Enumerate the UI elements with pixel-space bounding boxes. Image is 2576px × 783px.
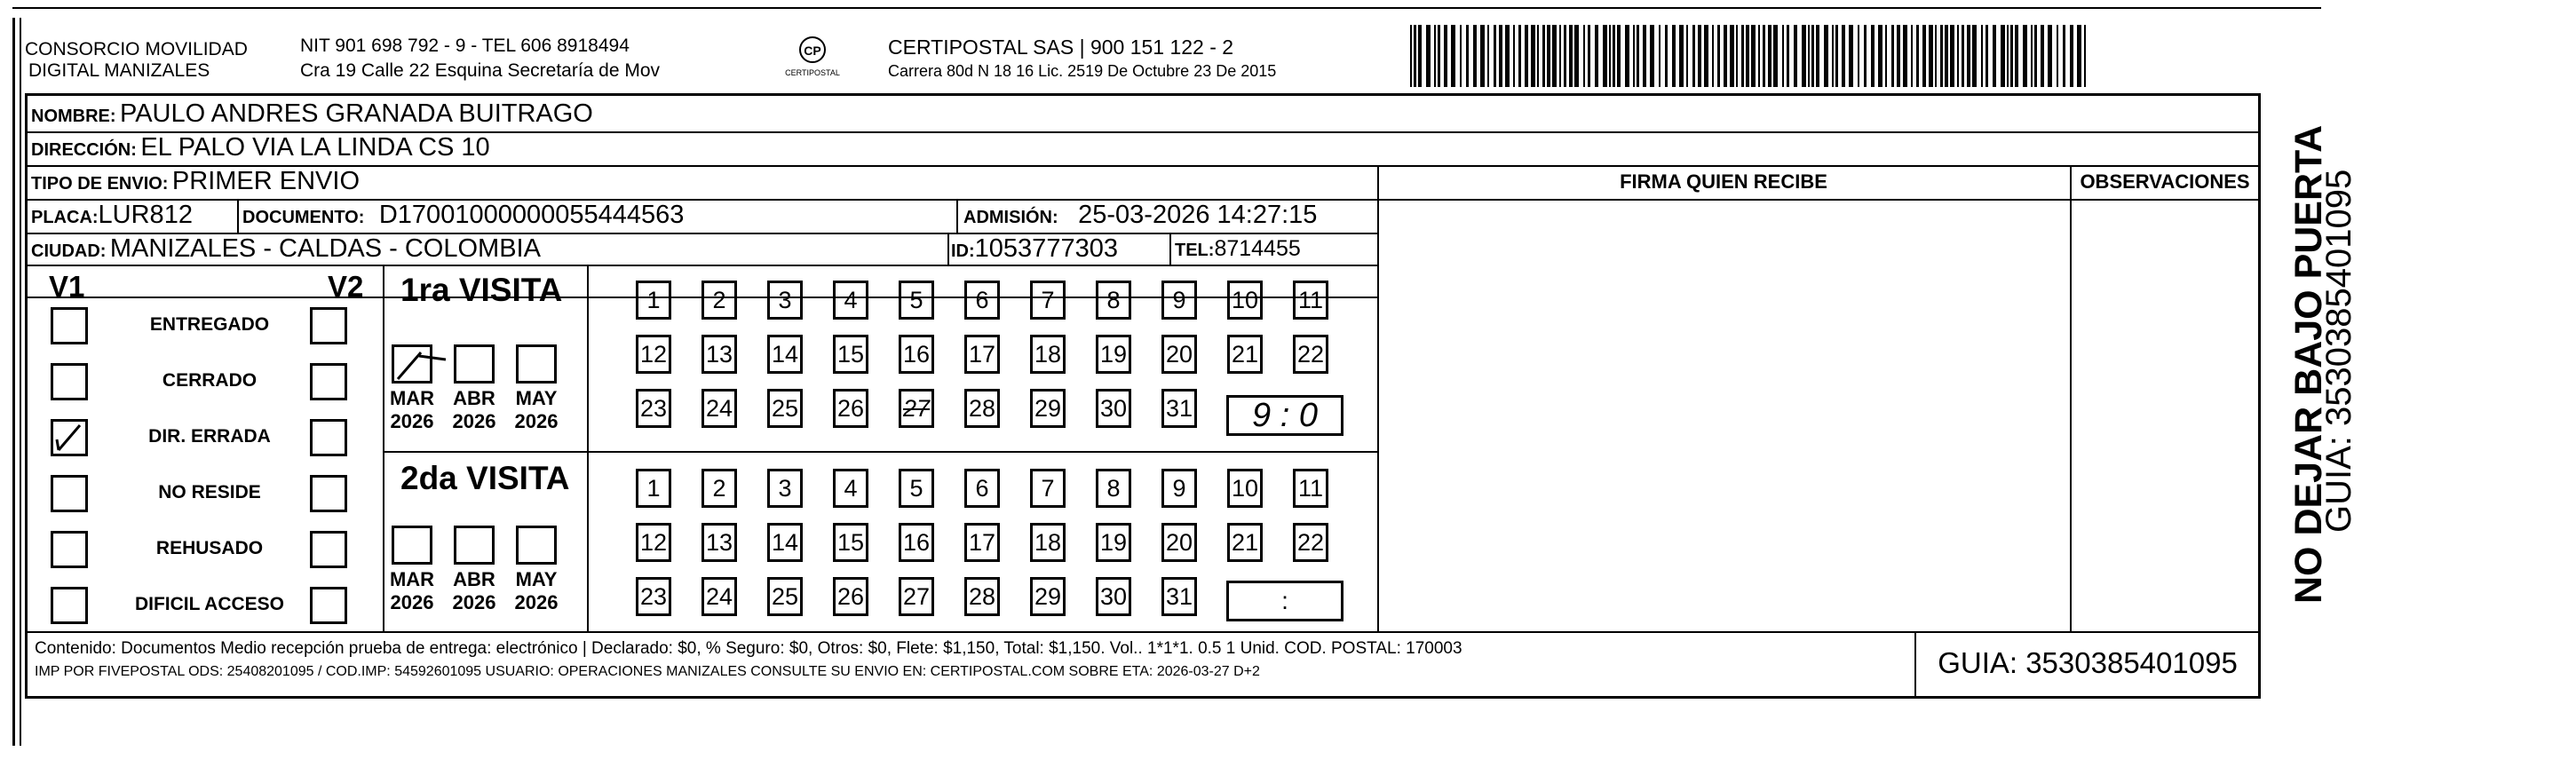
- barcode-bar: [1633, 25, 1635, 87]
- id-cell: [951, 234, 1118, 264]
- day-box[interactable]: 23: [636, 389, 671, 428]
- first-visit-time: 9 : 0: [1252, 397, 1318, 434]
- barcode-bar: [1426, 25, 1431, 87]
- barcode-bar: [1736, 25, 1738, 87]
- admision-cell: [963, 201, 1317, 230]
- day-box[interactable]: 11: [1293, 469, 1328, 508]
- barcode-bar: [1773, 25, 1778, 87]
- tel-cell: [1175, 236, 1301, 262]
- documento-label: DOCUMENTO:: [242, 208, 365, 227]
- barcode-bar: [1414, 25, 1416, 87]
- barcode-bar: [1466, 25, 1469, 87]
- day-box[interactable]: 4: [833, 281, 868, 320]
- barcode-bar: [1679, 25, 1684, 87]
- day-box[interactable]: 8: [1096, 469, 1131, 508]
- month-checkbox[interactable]: [454, 526, 495, 565]
- barcode-bar: [1531, 25, 1535, 87]
- barcode-bar: [1897, 25, 1900, 87]
- direccion-value: EL PALO VIA LA LINDA CS 10: [140, 133, 490, 162]
- barcode-bar: [2041, 25, 2044, 87]
- tel-value: 8714455: [1214, 236, 1301, 261]
- carrier-license: Carrera 80d N 18 16 Lic. 2519 De Octubre 23 De 2015: [888, 62, 1277, 80]
- barcode-bar: [2057, 25, 2058, 87]
- month-name: MAR: [389, 387, 435, 409]
- day-box[interactable]: 12: [636, 335, 671, 374]
- status-label: ENTREGADO: [149, 314, 270, 335]
- divider: [947, 233, 949, 265]
- day-box[interactable]: 25: [767, 389, 803, 428]
- day-box[interactable]: 27: [899, 577, 934, 616]
- company-name-line2: DIGITAL MANIZALES: [28, 60, 210, 81]
- day-box[interactable]: 19: [1096, 523, 1131, 562]
- observaciones-header: OBSERVACIONES: [2080, 170, 2250, 193]
- divider: [28, 631, 2258, 633]
- day-box[interactable]: 26: [833, 389, 868, 428]
- tipo-value: PRIMER ENVIO: [171, 167, 361, 195]
- day-box[interactable]: 22: [1293, 335, 1328, 374]
- nombre-row: [31, 99, 593, 129]
- barcode-bar: [1751, 25, 1756, 87]
- barcode-bar: [1832, 25, 1834, 87]
- month-name: ABR: [453, 387, 495, 409]
- barcode-bar: [1712, 25, 1714, 87]
- barcode-bar: [1564, 25, 1566, 87]
- delivery-form: [25, 93, 2261, 699]
- barcode-bar: [1552, 25, 1557, 87]
- day-box[interactable]: 2: [701, 281, 737, 320]
- day-box[interactable]: 13: [701, 335, 737, 374]
- no-dejar-bajo-puerta: NO DEJAR BAJO PUERTA: [2287, 124, 2330, 604]
- v2-checkbox[interactable]: [310, 363, 347, 400]
- barcode-bar: [1782, 25, 1784, 87]
- barcode-bar: [1625, 25, 1629, 87]
- ciudad-value: MANIZALES - CALDAS - COLOMBIA: [109, 234, 541, 263]
- check-mark-icon: [53, 422, 85, 454]
- day-box[interactable]: 14: [767, 523, 803, 562]
- day-box[interactable]: 22: [1293, 523, 1328, 562]
- month-label: [385, 387, 439, 433]
- barcode-bar: [1940, 25, 1943, 87]
- day-box[interactable]: 24: [701, 577, 737, 616]
- day-box[interactable]: 24: [701, 389, 737, 428]
- barcode-bar: [2001, 25, 2005, 87]
- month-label: [448, 387, 501, 433]
- barcode-bar: [1986, 25, 1988, 87]
- barcode-bar: [1650, 25, 1654, 87]
- side-guia: GUIA: 3530385401095: [2319, 169, 2358, 533]
- carrier-name: CERTIPOSTAL SAS | 900 151 122 - 2: [888, 36, 1234, 59]
- day-box[interactable]: 31: [1161, 577, 1197, 616]
- day-box[interactable]: 7: [1030, 469, 1066, 508]
- left-edge-line-2: [20, 18, 21, 746]
- day-box[interactable]: 20: [1161, 523, 1197, 562]
- month-name: MAR: [389, 568, 435, 590]
- barcode-bar: [1929, 25, 1933, 87]
- day-box[interactable]: 30: [1096, 389, 1131, 428]
- month-label: [510, 568, 563, 614]
- day-box[interactable]: 6: [964, 469, 1000, 508]
- day-box[interactable]: 13: [701, 523, 737, 562]
- barcode-bar: [1885, 25, 1887, 87]
- day-box[interactable]: 6: [964, 281, 1000, 320]
- status-label: DIFICIL ACCESO: [134, 594, 284, 614]
- month-checkbox[interactable]: [392, 344, 432, 384]
- barcode-bar: [2015, 25, 2018, 87]
- direccion-label: DIRECCIÓN:: [31, 140, 137, 160]
- status-label: CERRADO: [162, 370, 258, 391]
- barcode-bar: [1487, 25, 1489, 87]
- barcode-bar: [1603, 25, 1607, 87]
- barcode-bar: [2010, 25, 2013, 87]
- tipo-row: [31, 167, 360, 196]
- barcode-bar: [1547, 25, 1550, 87]
- barcode-bar: [1763, 25, 1765, 87]
- barcode-bar: [2023, 25, 2027, 87]
- barcode-bar: [1824, 25, 1828, 87]
- barcode-bar: [1922, 25, 1926, 87]
- day-box[interactable]: 5: [899, 469, 934, 508]
- day-box[interactable]: 16: [899, 335, 934, 374]
- check-mark-icon: [394, 347, 448, 383]
- barcode-bar: [2077, 25, 2081, 87]
- day-box[interactable]: 1: [636, 469, 671, 508]
- barcode-bar: [1665, 25, 1668, 87]
- barcode-bar: [1758, 25, 1760, 87]
- barcode-bar: [1410, 25, 1412, 87]
- divider: [587, 265, 589, 631]
- day-box[interactable]: 17: [964, 523, 1000, 562]
- company-nit: NIT 901 698 792 - 9 - TEL 606 8918494: [300, 36, 630, 56]
- placa-value: LUR812: [98, 201, 193, 229]
- admision-value: 25-03-2026 14:27:15: [1078, 201, 1318, 229]
- barcode-bar: [1480, 25, 1485, 87]
- barcode-bar: [1434, 25, 1436, 87]
- v1-checkbox[interactable]: [51, 587, 88, 624]
- barcode-bar: [1559, 25, 1561, 87]
- day-box[interactable]: 21: [1227, 335, 1263, 374]
- placa-cell: [31, 201, 193, 230]
- documento-cell: [242, 201, 684, 230]
- barcode: [1410, 25, 2094, 87]
- day-box[interactable]: 10: [1227, 281, 1263, 320]
- month-checkbox[interactable]: [454, 344, 495, 384]
- barcode-bar: [1444, 25, 1447, 87]
- barcode-bar: [1724, 25, 1727, 87]
- divider: [956, 199, 958, 233]
- barcode-bar: [1659, 25, 1661, 87]
- barcode-bar: [1849, 25, 1853, 87]
- barcode-bar: [1842, 25, 1845, 87]
- barcode-bar: [1499, 25, 1502, 87]
- barcode-bar: [1609, 25, 1611, 87]
- barcode-bar: [1613, 25, 1615, 87]
- barcode-bar: [1537, 25, 1539, 87]
- barcode-bar: [2031, 25, 2033, 87]
- month-checkbox[interactable]: [516, 526, 557, 565]
- day-box[interactable]: 31: [1161, 389, 1197, 428]
- footer-contenido: Contenido: Documentos Medio recepción prueba de entrega: electrónico | Declarado: $0, % Seguro: $0, Otros: $0, Flete: $1,150, Total: $1,150. Vol.. 1*1*1. 0.5 1 Unid. COD. POSTAL: 170003: [35, 639, 1462, 658]
- barcode-bar: [1993, 25, 1996, 87]
- month-name: ABR: [453, 568, 495, 590]
- certipostal-logo: [777, 36, 848, 80]
- second-visit-time: :: [1281, 587, 1288, 614]
- day-box[interactable]: 2: [701, 469, 737, 508]
- day-box[interactable]: 15: [833, 523, 868, 562]
- day-box[interactable]: 14: [767, 335, 803, 374]
- barcode-bar: [1903, 25, 1907, 87]
- v1-checkbox[interactable]: [51, 419, 88, 456]
- barcode-bar: [1741, 25, 1744, 87]
- day-box[interactable]: 17: [964, 335, 1000, 374]
- logo-icon: [795, 36, 830, 64]
- divider: [1377, 165, 1379, 631]
- direccion-row: [31, 133, 490, 162]
- v1-checkbox[interactable]: [51, 531, 88, 568]
- barcode-bar: [1950, 25, 1954, 87]
- day-box[interactable]: 20: [1161, 335, 1197, 374]
- footer-guia: GUIA: 3530385401095: [1938, 646, 2238, 679]
- logo-text: CERTIPOSTAL: [785, 68, 840, 77]
- id-label: ID:: [951, 241, 975, 261]
- barcode-bar: [1878, 25, 1882, 87]
- day-box[interactable]: 18: [1030, 523, 1066, 562]
- day-box[interactable]: 3: [767, 469, 803, 508]
- v2-checkbox[interactable]: [310, 307, 347, 344]
- status-label: REHUSADO: [155, 538, 264, 558]
- v2-checkbox[interactable]: [310, 531, 347, 568]
- barcode-bar: [1972, 25, 1977, 87]
- first-visit-title: 1ra VISITA: [400, 272, 563, 308]
- barcode-bar: [1438, 25, 1440, 87]
- v1-header: V1: [49, 270, 85, 303]
- placa-label: PLACA:: [31, 208, 99, 227]
- barcode-bar: [1525, 25, 1528, 87]
- svg-text:CP: CP: [804, 44, 821, 58]
- first-visit-time-box[interactable]: [1226, 395, 1343, 436]
- day-box[interactable]: 28: [964, 389, 1000, 428]
- day-box[interactable]: 12: [636, 523, 671, 562]
- divider: [28, 165, 2258, 167]
- v2-header: V2: [328, 270, 364, 303]
- nombre-label: NOMBRE:: [31, 107, 116, 126]
- day-box[interactable]: 9: [1161, 281, 1197, 320]
- v1-checkbox[interactable]: [51, 307, 88, 344]
- barcode-bar: [1717, 25, 1720, 87]
- day-box[interactable]: 4: [833, 469, 868, 508]
- divider: [1169, 233, 1171, 265]
- barcode-bar: [1588, 25, 1590, 87]
- status-label: DIR. ERRADA: [148, 426, 271, 447]
- barcode-bar: [1891, 25, 1894, 87]
- month-checkbox[interactable]: [392, 526, 432, 565]
- day-box[interactable]: 29: [1030, 577, 1066, 616]
- day-box[interactable]: 10: [1227, 469, 1263, 508]
- barcode-bar: [1746, 25, 1749, 87]
- divider: [383, 265, 384, 631]
- documento-value: D17001000000055444563: [378, 201, 685, 229]
- barcode-bar: [1617, 25, 1621, 87]
- day-box[interactable]: 3: [767, 281, 803, 320]
- day-box[interactable]: 9: [1161, 469, 1197, 508]
- barcode-bar: [1494, 25, 1496, 87]
- barcode-bar: [1957, 25, 1959, 87]
- barcode-bar: [1808, 25, 1810, 87]
- barcode-bar: [1583, 25, 1585, 87]
- day-box[interactable]: 16: [899, 523, 934, 562]
- barcode-bar: [1704, 25, 1708, 87]
- barcode-bar: [1698, 25, 1701, 87]
- barcode-bar: [2070, 25, 2073, 87]
- id-value: 1053777303: [974, 234, 1118, 263]
- barcode-bar: [1418, 25, 1422, 87]
- barcode-bar: [1505, 25, 1510, 87]
- month-label: [510, 387, 563, 433]
- divider: [237, 199, 239, 233]
- barcode-bar: [1802, 25, 1806, 87]
- divider: [2070, 165, 2072, 631]
- barcode-bar: [1858, 25, 1859, 87]
- v1-checkbox[interactable]: [51, 475, 88, 512]
- barcode-bar: [2063, 25, 2065, 87]
- barcode-bar: [1864, 25, 1867, 87]
- day-box[interactable]: 1: [636, 281, 671, 320]
- day-box[interactable]: 29: [1030, 389, 1066, 428]
- v2-checkbox[interactable]: [310, 419, 347, 456]
- barcode-bar: [1911, 25, 1913, 87]
- barcode-bar: [1672, 25, 1676, 87]
- ciudad-label: CIUDAD:: [31, 241, 107, 261]
- day-box[interactable]: 7: [1030, 281, 1066, 320]
- day-box[interactable]: 11: [1293, 281, 1328, 320]
- day-box[interactable]: 5: [899, 281, 934, 320]
- barcode-bar: [1967, 25, 1970, 87]
- v2-checkbox[interactable]: [310, 587, 347, 624]
- footer-imp: IMP POR FIVEPOSTAL ODS: 25408201095 / COD.IMP: 54592601095 USUARIO: OPERACIONES MANIZALES CONSULTE SU ENVIO EN: CERTIPOSTAL.COM SOBRE ETA: 2026-03-27 D+2: [35, 664, 1260, 679]
- company-address: Cra 19 Calle 22 Esquina Secretaría de Mov: [300, 60, 661, 81]
- barcode-bar: [1962, 25, 1964, 87]
- divider: [1914, 631, 1916, 699]
- barcode-bar: [1811, 25, 1814, 87]
- barcode-bar: [1692, 25, 1695, 87]
- top-edge-line: [12, 7, 2321, 9]
- barcode-bar: [1569, 25, 1573, 87]
- barcode-bar: [1686, 25, 1688, 87]
- second-visit-title: 2da VISITA: [400, 460, 570, 496]
- nombre-value: PAULO ANDRES GRANADA BUITRAGO: [120, 99, 593, 128]
- month-year: 2026: [514, 591, 559, 613]
- barcode-bar: [1871, 25, 1875, 87]
- month-year: 2026: [390, 410, 434, 432]
- status-label: NO RESIDE: [158, 482, 261, 502]
- v1-checkbox[interactable]: [51, 363, 88, 400]
- month-name: MAY: [515, 568, 558, 590]
- month-year: 2026: [390, 591, 434, 613]
- month-year: 2026: [452, 410, 496, 432]
- month-name: MAY: [515, 387, 558, 409]
- barcode-bar: [2034, 25, 2037, 87]
- day-box[interactable]: 8: [1096, 281, 1131, 320]
- barcode-bar: [1730, 25, 1734, 87]
- barcode-bar: [1835, 25, 1838, 87]
- barcode-bar: [1451, 25, 1455, 87]
- company-name-line1: CONSORCIO MOVILIDAD: [25, 39, 248, 59]
- barcode-bar: [1460, 25, 1462, 87]
- barcode-bar: [1935, 25, 1937, 87]
- left-edge-line: [12, 18, 15, 746]
- month-year: 2026: [514, 410, 559, 432]
- day-box[interactable]: 21: [1227, 523, 1263, 562]
- barcode-bar: [1768, 25, 1771, 87]
- day-box[interactable]: 25: [767, 577, 803, 616]
- day-box[interactable]: 19: [1096, 335, 1131, 374]
- v2-checkbox[interactable]: [310, 475, 347, 512]
- ciudad-cell: [31, 234, 541, 264]
- month-year: 2026: [452, 591, 496, 613]
- barcode-bar: [1574, 25, 1579, 87]
- second-visit-time-box[interactable]: [1226, 581, 1343, 621]
- month-checkbox[interactable]: [516, 344, 557, 384]
- day-box[interactable]: 26: [833, 577, 868, 616]
- tipo-label: TIPO DE ENVIO:: [31, 174, 169, 194]
- day-box[interactable]: 27: [899, 389, 934, 428]
- barcode-bar: [1787, 25, 1789, 87]
- tel-label: TEL:: [1175, 241, 1215, 260]
- divider: [383, 451, 1377, 453]
- barcode-bar: [2007, 25, 2009, 87]
- day-box[interactable]: 28: [964, 577, 1000, 616]
- barcode-bar: [1513, 25, 1515, 87]
- day-box[interactable]: 23: [636, 577, 671, 616]
- admision-label: ADMISIÓN:: [963, 208, 1058, 227]
- month-label: [385, 568, 439, 614]
- barcode-bar: [1816, 25, 1819, 87]
- barcode-bar: [1473, 25, 1477, 87]
- barcode-bar: [1794, 25, 1797, 87]
- month-label: [448, 568, 501, 614]
- divider: [28, 265, 1377, 266]
- firma-header: FIRMA QUIEN RECIBE: [1620, 170, 1827, 193]
- day-box[interactable]: 30: [1096, 577, 1131, 616]
- barcode-bar: [1945, 25, 1948, 87]
- barcode-bar: [1542, 25, 1545, 87]
- barcode-bar: [1643, 25, 1646, 87]
- barcode-bar: [2084, 25, 2086, 87]
- barcode-bar: [1518, 25, 1521, 87]
- barcode-bar: [1981, 25, 1983, 87]
- barcode-bar: [1916, 25, 1919, 87]
- barcode-bar: [2048, 25, 2052, 87]
- day-box[interactable]: 15: [833, 335, 868, 374]
- barcode-bar: [1637, 25, 1639, 87]
- barcode-bar: [1595, 25, 1598, 87]
- day-box[interactable]: 18: [1030, 335, 1066, 374]
